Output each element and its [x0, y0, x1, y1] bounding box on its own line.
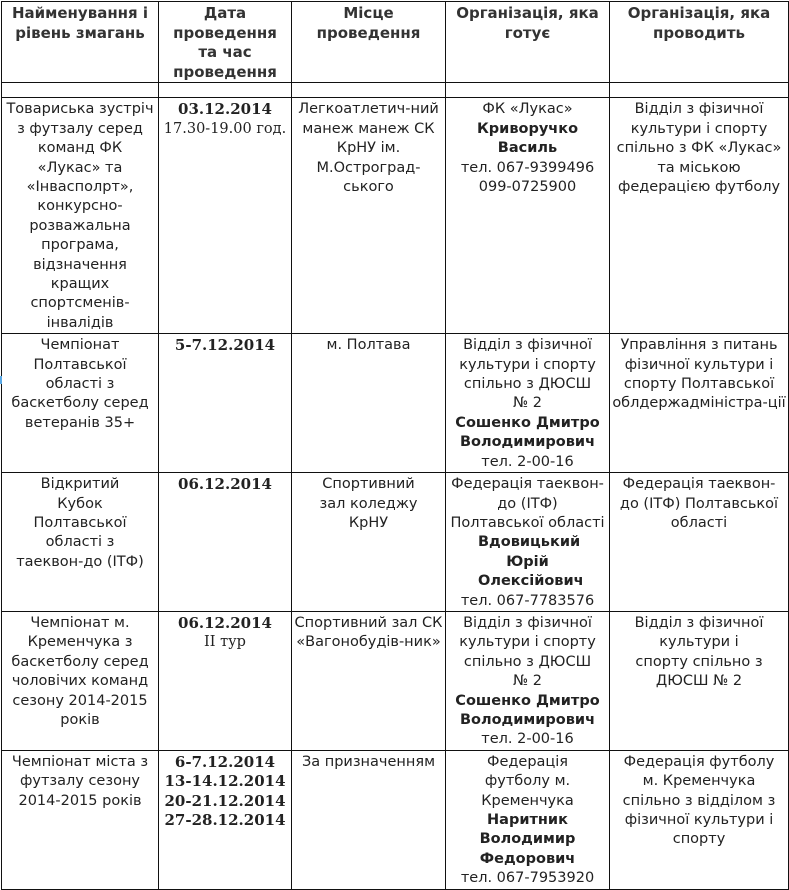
venue-cell: Спортивний зал коледжу КрНУ [292, 473, 446, 612]
date-cell [159, 473, 292, 612]
date-cell [159, 750, 292, 889]
org-prepares-name: Відділ з фізичної культури і спорту спільно з ДЮСШ № 2 [459, 614, 596, 690]
org-conducts-cell: Відділ з фізичної культури і спорту спільно з ФК «Лукас» та міською федерацією футболу [610, 98, 789, 334]
event-date: 03.12.2014 [178, 100, 272, 119]
event-cell: Товариська зустріч з футзалу серед команд ФК «Лукас» та «Інвасполрт», конкурсно-розважальна програма, відзначення кращих спортсменів-інвалідів [2, 98, 159, 334]
event-cell: Чемпіонат м. Кременчука з баскетболу серед чоловічих команд сезону 2014-2015 років [2, 611, 159, 750]
spacer-cell [2, 83, 159, 98]
event-date: 6-7.12.2014 [174, 752, 276, 771]
org-prepares-cell [446, 334, 610, 473]
event-cell: Чемпіонат Полтавської області з баскетболу серед ветеранів 35+ [2, 334, 159, 473]
venue-cell: Спортивний зал СК «Вагонобудів-ник» [292, 611, 446, 750]
date-cell [159, 334, 292, 473]
contact-person: Сошенко Дмитро Володимирович [455, 692, 600, 728]
spacer-row [2, 83, 789, 98]
org-prepares-name: Відділ з фізичної культури і спорту спільно з ДЮСШ № 2 [459, 337, 596, 412]
org-conducts-cell: Відділ з фізичної культури і спорту спільно з ДЮСШ № 2 [610, 611, 789, 750]
org-prepares-cell [446, 98, 610, 334]
contact-phone: тел. 067-7953920 [460, 870, 595, 887]
contact-person: Криворучко Василь [476, 120, 579, 157]
header-event: Найменування і рівень змагань [2, 2, 159, 83]
date-cell [159, 98, 292, 334]
spacer-cell [292, 83, 446, 98]
header-org-conducts: Організація, яка проводить [610, 2, 789, 83]
header-date: Дата проведення та час проведення [159, 2, 292, 83]
event-round: ІІ тур [204, 634, 246, 651]
venue-cell: Легкоатлетич-ний манеж манеж СК КрНУ ім. М.Остроград-ського [292, 98, 446, 334]
event-date: 06.12.2014 [178, 475, 272, 494]
org-prepares-name: ФК «Лукас» [482, 101, 573, 118]
venue-cell: За призначенням [292, 750, 446, 889]
org-conducts-cell: Федерація футболу м. Кременчука спільно з відділом з фізичної культури і спорту [610, 750, 789, 889]
contact-phone: тел. 2-00-16 [481, 453, 574, 470]
header-org-prepares: Організація, яка готує [446, 2, 610, 83]
event-date: 27-28.12.2014 [164, 811, 286, 829]
table-row [2, 750, 789, 889]
header-venue: Місце проведення [292, 2, 446, 83]
table-header-row [2, 2, 789, 83]
contact-person: Вдовицький Юрій Олексійович [478, 534, 584, 590]
event-date: 06.12.2014 [178, 613, 272, 632]
table-row [2, 98, 789, 334]
events-schedule-table [1, 1, 789, 890]
org-conducts-cell: Федерація таеквон-до (ІТФ) Полтавської області [610, 473, 789, 612]
table-row [2, 611, 789, 750]
org-conducts-cell: Управління з питань фізичної культури і спорту Полтавської облдержадміністра-ції [610, 334, 789, 473]
org-prepares-name: Федерація таеквон-до (ІТФ) Полтавської області [450, 476, 605, 531]
spacer-cell [610, 83, 789, 98]
org-prepares-cell [446, 611, 610, 750]
margin-marker [0, 376, 2, 384]
event-date: 20-21.12.2014 [164, 791, 286, 810]
event-date: 5-7.12.2014 [174, 336, 276, 355]
table-row [2, 334, 789, 473]
spacer-cell [159, 83, 292, 98]
org-prepares-cell [446, 473, 610, 612]
contact-person: Наритник Володимир Федорович [479, 812, 576, 867]
contact-person: Сошенко Дмитро Володимирович [455, 414, 600, 451]
event-cell: Чемпіонат міста з футзалу сезону 2014-2015 років [2, 750, 159, 889]
table-row [2, 473, 789, 612]
org-prepares-name: Федерація футболу м. Кременчука [481, 753, 574, 809]
event-cell: Відкритий Кубок Полтавської області з таеквон-до (ІТФ) [2, 473, 159, 612]
contact-phone: тел. 2-00-16 [481, 731, 574, 748]
spacer-cell [446, 83, 610, 98]
event-time: 17.30-19.00 год. [163, 120, 287, 137]
contact-phone: тел. 067-7783576 [460, 592, 595, 609]
date-cell [159, 611, 292, 750]
venue-cell: м. Полтава [292, 334, 446, 473]
contact-phone: тел. 067-9399496 099-0725900 [460, 159, 595, 195]
org-prepares-cell [446, 750, 610, 889]
event-date: 13-14.12.2014 [164, 772, 286, 791]
